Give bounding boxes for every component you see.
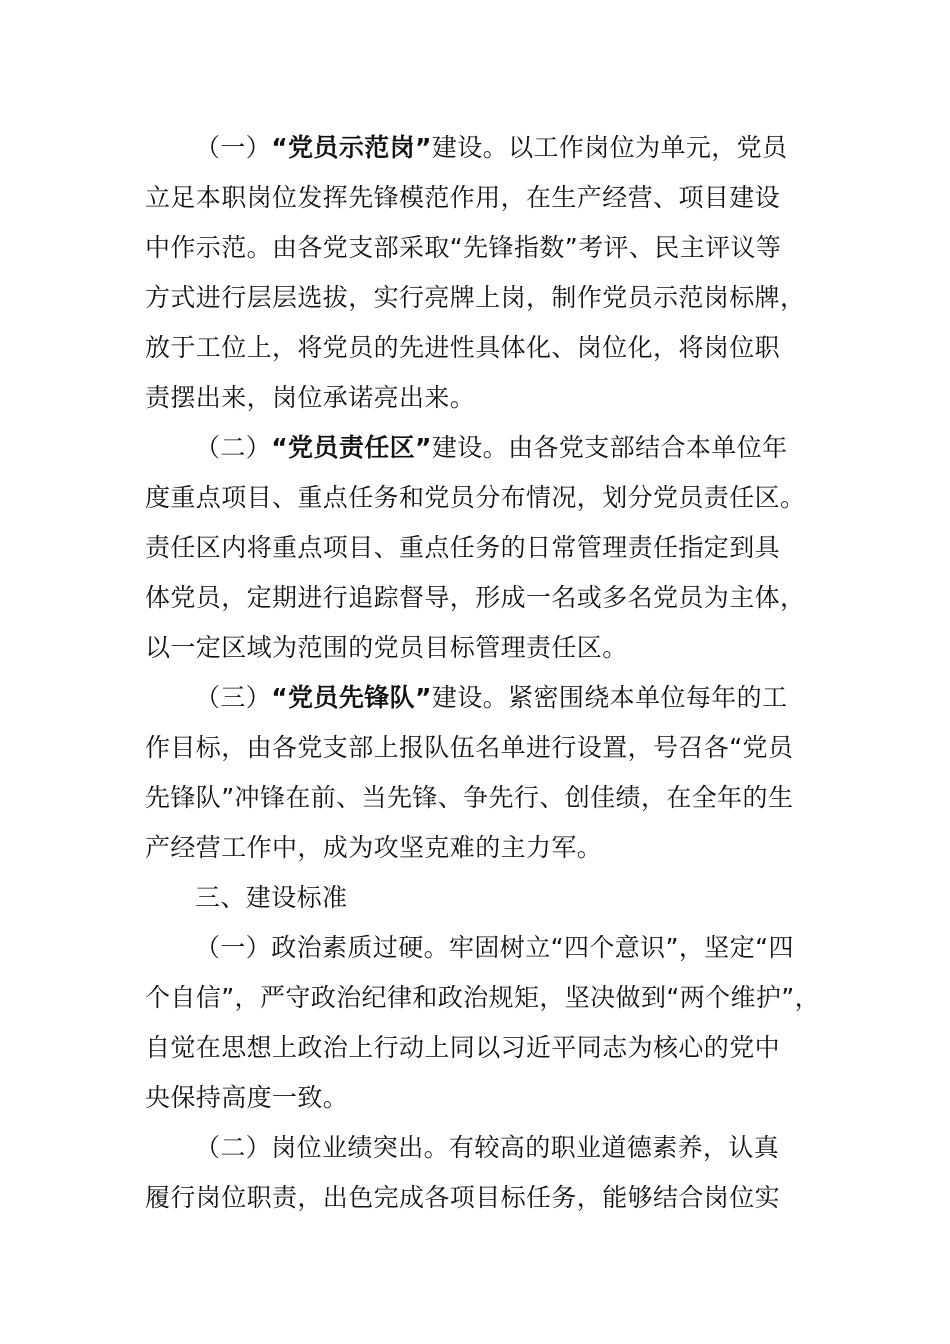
- paragraph-line: 作目标，由各党支部上报队伍名单进行设置，号召各“党员: [145, 733, 794, 762]
- paragraph-line: 责任区内将重点项目、重点任务的日常管理责任指定到具: [145, 533, 781, 562]
- paragraph-line: （一）政治素质过硬。牢固树立“四个意识”，坚定“四: [195, 933, 794, 962]
- paragraph-line: 放于工位上，将党员的先进性具体化、岗位化，将岗位职: [145, 333, 781, 362]
- item-number: （一）: [195, 133, 272, 162]
- paragraph-line: 先锋队”冲锋在前、当先锋、争先行、创佳绩，在全年的生: [145, 783, 794, 812]
- item-heading: “党员责任区”: [271, 433, 432, 462]
- item-heading: “党员先锋队”: [271, 683, 432, 712]
- paragraph-line: [195, 678, 885, 718]
- item-text: 建设。由各党支部结合本单位年: [431, 433, 788, 462]
- paragraph-line: 度重点项目、重点任务和党员分布情况，划分党员责任区。: [145, 483, 806, 512]
- paragraph-line: 履行岗位职责，出色完成各项目标任务，能够结合岗位实: [145, 1183, 781, 1212]
- paragraph-line: 责摆出来，岗位承诺亮出来。: [145, 383, 476, 412]
- paragraph-line: 立足本职岗位发挥先锋模范作用，在生产经营、项目建设: [145, 183, 781, 212]
- paragraph-line: （二）岗位业绩突出。有较高的职业道德素养，认真: [195, 1133, 780, 1162]
- paragraph-line: [195, 428, 885, 468]
- paragraph-line: 以一定区域为范围的党员目标管理责任区。: [145, 633, 628, 662]
- paragraph-line: 产经营工作中，成为攻坚克难的主力军。: [145, 833, 603, 862]
- item-number: （二）: [195, 433, 272, 462]
- section-heading: 三、建设标准: [195, 883, 348, 912]
- paragraph-line: 自觉在思想上政治上行动上同以习近平同志为核心的党中: [145, 1033, 781, 1062]
- paragraph-line: 体党员，定期进行追踪督导，形成一名或多名党员为主体，: [145, 583, 806, 612]
- paragraph-line: [195, 128, 885, 168]
- item-text: 建设。以工作岗位为单元，党员: [431, 133, 788, 162]
- paragraph-line: 方式进行层层选拔，实行亮牌上岗，制作党员示范岗标牌，: [145, 283, 806, 312]
- item-heading: “党员示范岗”: [271, 133, 432, 162]
- paragraph-line: 央保持高度一致。: [145, 1083, 349, 1112]
- item-text: 建设。紧密围绕本单位每年的工: [431, 683, 788, 712]
- item-number: （三）: [195, 683, 272, 712]
- paragraph-line: 中作示范。由各党支部采取“先锋指数”考评、民主评议等: [145, 233, 782, 262]
- paragraph-line: 个自信”，严守政治纪律和政治规矩，坚决做到“两个维护”，: [145, 983, 821, 1012]
